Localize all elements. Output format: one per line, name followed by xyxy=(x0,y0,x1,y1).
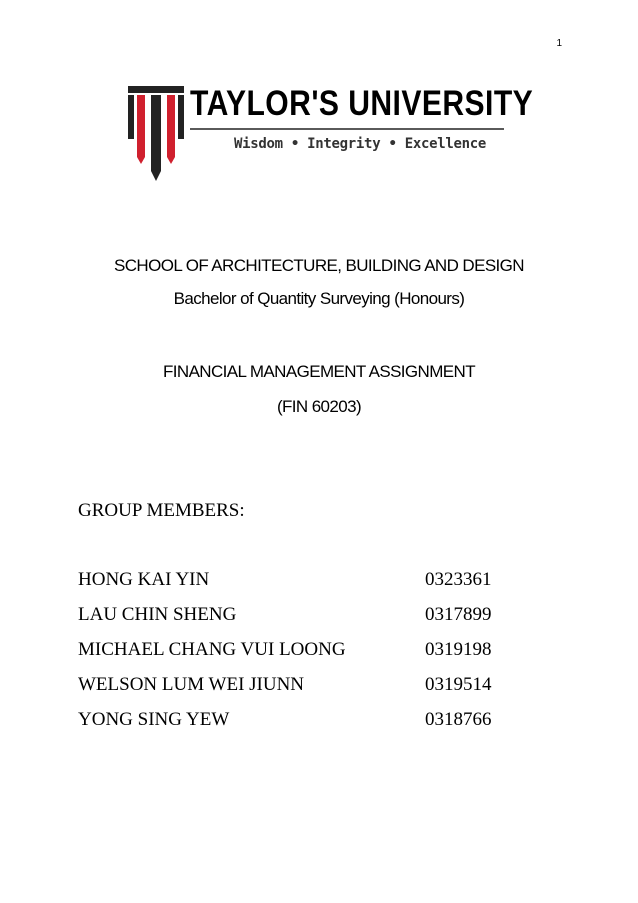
member-name: YONG SING YEW xyxy=(78,709,230,730)
university-crest-icon xyxy=(128,80,184,185)
member-id: 0319198 xyxy=(425,639,492,660)
page-number: 1 xyxy=(556,38,562,49)
assignment-title: FINANCIAL MANAGEMENT ASSIGNMENT xyxy=(162,362,475,381)
member-row xyxy=(78,709,538,735)
logo-tagline: Wisdom • Integrity • Excellence xyxy=(234,136,486,152)
member-name: LAU CHIN SHENG xyxy=(78,604,237,625)
school-name: SCHOOL OF ARCHITECTURE, BUILDING AND DESIGN xyxy=(114,256,524,275)
member-name: HONG KAI YIN xyxy=(78,569,210,590)
course-code: (FIN 60203) xyxy=(276,397,362,416)
logo-title: TAYLOR'S UNIVERSITY xyxy=(190,84,534,123)
member-id: 0319514 xyxy=(425,674,492,695)
member-name: MICHAEL CHANG VUI LOONG xyxy=(78,639,346,660)
member-row xyxy=(78,604,538,630)
member-row xyxy=(78,674,538,700)
member-row xyxy=(78,569,538,595)
member-id: 0323361 xyxy=(425,569,492,590)
member-name: WELSON LUM WEI JIUNN xyxy=(78,674,305,695)
member-id: 0318766 xyxy=(425,709,492,730)
group-members-heading: GROUP MEMBERS: xyxy=(78,500,245,521)
logo-divider xyxy=(190,128,504,130)
member-row xyxy=(78,639,538,665)
university-logo xyxy=(128,80,534,185)
degree-name: Bachelor of Quantity Surveying (Honours) xyxy=(173,289,465,308)
member-id: 0317899 xyxy=(425,604,492,625)
